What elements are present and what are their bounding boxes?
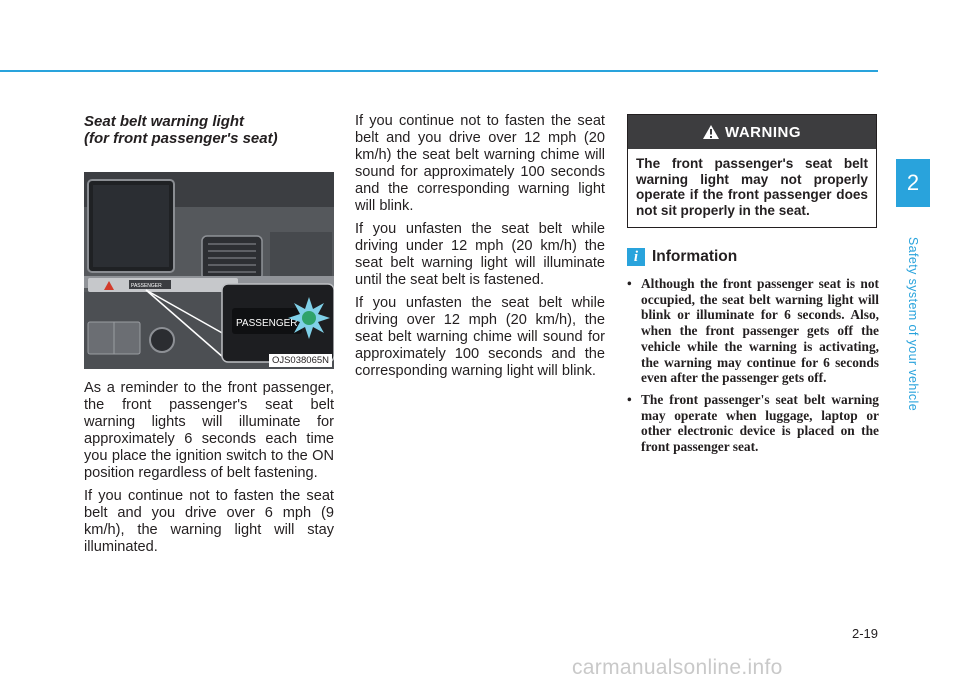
header-rule (0, 70, 878, 72)
warning-box (627, 114, 877, 228)
dashboard-illustration (84, 172, 334, 369)
warning-title: WARNING (725, 123, 801, 141)
col1-paragraph-1: As a reminder to the front passenger, the front passenger's seat belt warning lights will illuminate for approximately 6 seconds each time you place the ignition switch to the ON position regardless of belt fastening. (84, 380, 334, 481)
middle-column (355, 113, 605, 386)
list-item: • Although the front passenger seat is not occupied, the seat belt warning light will blink or illuminate for 6 seconds. Also, when the front passenger gets off the vehicle while the warning is activating, the warning may continue for 6 seconds even after the passenger gets off. (627, 276, 879, 386)
section-title-line1: Seat belt warning light (84, 113, 245, 130)
warning-text: The front passenger's seat belt warning light may not properly operate if the front passenger does not sit properly in the seat. (636, 156, 868, 218)
col1-paragraph-2: If you continue not to fasten the seat belt and you drive over 6 mph (9 km/h), the warning light will stay illuminated. (84, 488, 334, 555)
section-title-line2: (for front passenger's seat) (84, 130, 278, 147)
information-section (627, 248, 879, 461)
col2-paragraph-3: If you unfasten the seat belt while driving over 12 mph (20 km/h), the seat belt warning chime will sound for approximately 100 seconds and the corresponding warning light will blink. (355, 295, 605, 379)
left-column (84, 113, 334, 562)
information-title: Information (652, 248, 738, 265)
figure-code: OJS038065N (269, 354, 332, 367)
chapter-tab: 2 (896, 159, 930, 207)
passenger-indicator-label: PASSENGER (236, 318, 298, 329)
section-title (84, 113, 334, 147)
warning-header (628, 115, 876, 149)
watermark: carmanualsonline.info (572, 656, 783, 679)
col2-paragraph-1: If you continue not to fasten the seat belt and you drive over 12 mph (20 km/h) the seat belt warning chime will sound for approximately 100 seconds and the corresponding warning light will blink. (355, 113, 605, 214)
warning-triangle-icon (703, 125, 719, 139)
info-icon: i (627, 248, 645, 266)
page-number: 2-19 (851, 626, 878, 641)
information-list (627, 276, 879, 455)
col2-paragraph-2: If you unfasten the seat belt while driving under 12 mph (20 km/h) the seat belt warning light will illuminate until the seat belt is fastened. (355, 221, 605, 288)
dashboard-photo (84, 172, 334, 369)
information-header (627, 248, 879, 266)
small-indicator-label: PASSENGER (131, 283, 162, 289)
chapter-title: Safety system of your vehicle (906, 236, 920, 412)
list-item: • The front passenger's seat belt warning may operate when luggage, laptop or other electronic device is placed on the front passenger seat. (627, 392, 879, 455)
